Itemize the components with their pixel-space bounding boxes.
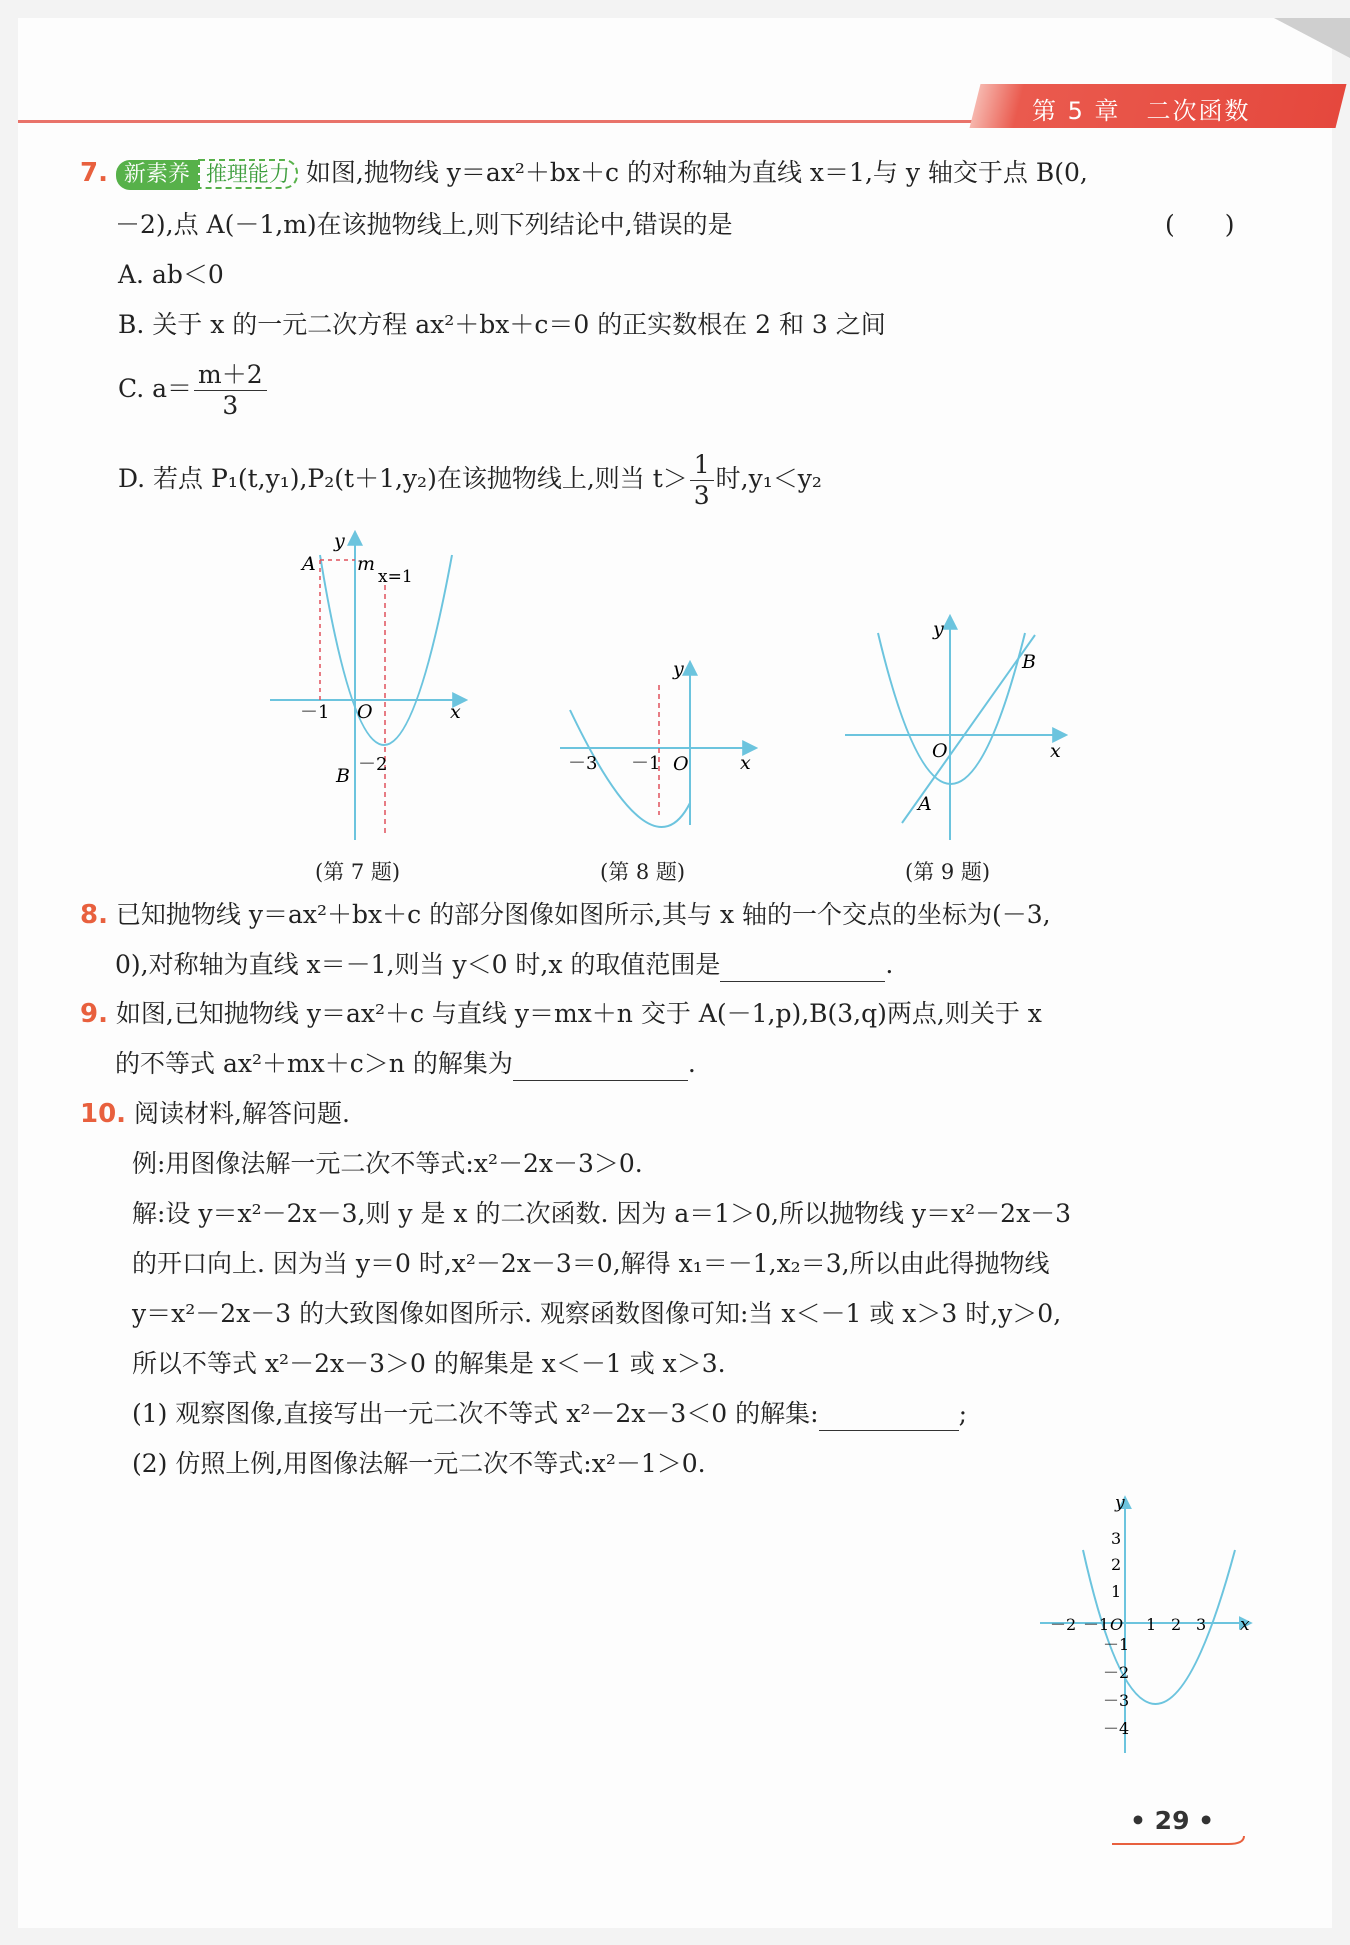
q9-number: 9. <box>80 999 108 1029</box>
frac-denominator: 3 <box>222 391 239 420</box>
ytick: －1 <box>1103 1635 1130 1654</box>
x-label: x <box>1050 740 1061 762</box>
y-label: y <box>334 530 345 552</box>
q9-line2 <box>115 1047 696 1081</box>
ytick: －3 <box>1103 1691 1130 1710</box>
point-b-label: B <box>336 765 350 787</box>
tick-neg1: －1 <box>631 753 661 774</box>
q10-part-1 <box>132 1397 967 1431</box>
figure-8-caption: (第 8 题) <box>600 860 686 884</box>
q10-part-1-text: (1) 观察图像,直接写出一元二次不等式 x²－2x－3＜0 的解集: <box>132 1399 819 1428</box>
parabola <box>878 633 1025 784</box>
frac-numerator: 1 <box>690 450 714 481</box>
origin-label: O <box>932 740 948 762</box>
q7-option-c <box>118 360 269 421</box>
ytick: －2 <box>1103 1663 1130 1682</box>
reasoning-badge: 推理能力 <box>198 159 298 189</box>
figure-8-graph <box>555 655 770 830</box>
chapter-title: 第 5 章 二次函数 <box>1032 97 1251 125</box>
page-number-underline <box>1110 1830 1250 1860</box>
figure-9-caption: (第 9 题) <box>905 860 991 884</box>
frac-denominator: 3 <box>693 481 710 510</box>
x-label: x <box>740 752 751 774</box>
q7-option-d-tail: 时,y₁＜y₂ <box>715 464 822 493</box>
q7-option-b: B. 关于 x 的一元二次方程 ax²＋bx＋c＝0 的正实数根在 2 和 3 之间 <box>118 310 886 339</box>
ytick: 1 <box>1111 1582 1122 1601</box>
new-literacy-badge: 新素养 <box>116 160 198 190</box>
q7-text-1: 如图,抛物线 y＝ax²＋bx＋c 的对称轴为直线 x＝1,与 y 轴交于点 B(0, <box>305 158 1088 187</box>
frac-numerator: m＋2 <box>194 360 267 391</box>
answer-paren: ( ) <box>1165 210 1235 239</box>
ytick: 2 <box>1111 1555 1122 1574</box>
figure-9-graph <box>840 605 1075 845</box>
q8-number: 8. <box>80 900 108 930</box>
q8-line2 <box>115 948 893 982</box>
x-label: x <box>1240 1615 1250 1635</box>
q8-text-1: 已知抛物线 y＝ax²＋bx＋c 的部分图像如图所示,其与 x 轴的一个交点的坐标为(－3, <box>115 900 1051 929</box>
q10-solution-3: y＝x²－2x－3 的大致图像如图所示. 观察函数图像可知:当 x＜－1 或 x＞3 时,y＞0, <box>132 1299 1062 1328</box>
q7-option-c-label: C. a＝ <box>118 374 193 403</box>
answer-blank[interactable] <box>819 1404 959 1431</box>
answer-blank[interactable] <box>720 955 885 982</box>
ytick: －4 <box>1103 1719 1130 1738</box>
q10-solution-1: 解:设 y＝x²－2x－3,则 y 是 x 的二次函数. 因为 a＝1＞0,所以抛物线 y＝x²－2x－3 <box>132 1199 1072 1228</box>
q7-text-2: －2),点 A(－1,m)在该抛物线上,则下列结论中,错误的是 <box>115 210 733 239</box>
q7-line1 <box>80 156 1088 190</box>
point-a-label: A <box>918 793 932 815</box>
q10-line1 <box>80 1097 350 1131</box>
q7-number: 7. <box>80 158 108 188</box>
q9-text-1: 如图,已知抛物线 y＝ax²＋c 与直线 y＝mx＋n 交于 A(－1,p),B(3,q)两点,则关于 x <box>115 999 1042 1028</box>
q10-intro: 阅读材料,解答问题. <box>134 1099 350 1128</box>
origin-label: O <box>357 701 373 723</box>
tick-neg1: －1 <box>300 702 330 723</box>
origin-label: O <box>1110 1615 1124 1634</box>
point-b-label: B <box>1022 651 1036 673</box>
fraction-m-plus-2-over-3 <box>194 360 267 421</box>
y-label: y <box>933 618 944 640</box>
xtick: 2 <box>1171 1615 1182 1634</box>
xtick: 1 <box>1146 1615 1157 1634</box>
figure-7-caption: (第 7 题) <box>315 860 401 884</box>
xtick: －1 <box>1083 1615 1110 1634</box>
y-label: y <box>1115 1493 1125 1513</box>
y-label: y <box>673 658 684 680</box>
q10-part-2: (2) 仿照上例,用图像法解一元二次不等式:x²－1＞0. <box>132 1449 706 1478</box>
figure-10-graph <box>1035 1488 1260 1760</box>
x-label: x <box>450 701 461 723</box>
q8-text-2: 0),对称轴为直线 x＝－1,则当 y＜0 时,x 的取值范围是 <box>115 950 721 979</box>
q9-text-2: 的不等式 ax²＋mx＋c＞n 的解集为 <box>115 1049 513 1078</box>
q7-option-a: A. ab＜0 <box>118 260 224 289</box>
q10-solution-4: 所以不等式 x²－2x－3＞0 的解集是 x＜－1 或 x＞3. <box>132 1349 726 1378</box>
m-label: m <box>357 553 376 575</box>
q10-number: 10. <box>80 1099 127 1129</box>
tick-neg3: －3 <box>568 753 598 774</box>
page-number: • 29 • <box>1130 1806 1215 1835</box>
xtick: －2 <box>1050 1615 1077 1634</box>
q10-example: 例:用图像法解一元二次不等式:x²－2x－3＞0. <box>132 1149 643 1178</box>
xtick: 3 <box>1196 1615 1207 1634</box>
q10-solution-2: 的开口向上. 因为当 y＝0 时,x²－2x－3＝0,解得 x₁＝－1,x₂＝3,所以由此得抛物线 <box>132 1249 1050 1278</box>
page-corner-fold <box>1274 18 1350 58</box>
q9-line1 <box>80 997 1042 1031</box>
origin-label: O <box>673 753 689 775</box>
q7-option-d-label: D. 若点 P₁(t,y₁),P₂(t＋1,y₂)在该抛物线上,则当 t＞ <box>118 464 688 493</box>
figure-7-graph <box>260 525 490 855</box>
tick-neg2: －2 <box>358 754 388 775</box>
q8-end: . <box>885 950 894 979</box>
ytick: 3 <box>1111 1529 1122 1548</box>
q10-part-1-end: ; <box>958 1399 967 1428</box>
fraction-1-over-3 <box>690 450 714 511</box>
q7-option-d <box>118 450 822 511</box>
q8-line1 <box>80 898 1051 932</box>
q9-end: . <box>687 1049 696 1078</box>
symmetry-label: x=1 <box>378 567 413 587</box>
answer-blank[interactable] <box>513 1054 688 1081</box>
point-a-label: A <box>302 553 316 575</box>
